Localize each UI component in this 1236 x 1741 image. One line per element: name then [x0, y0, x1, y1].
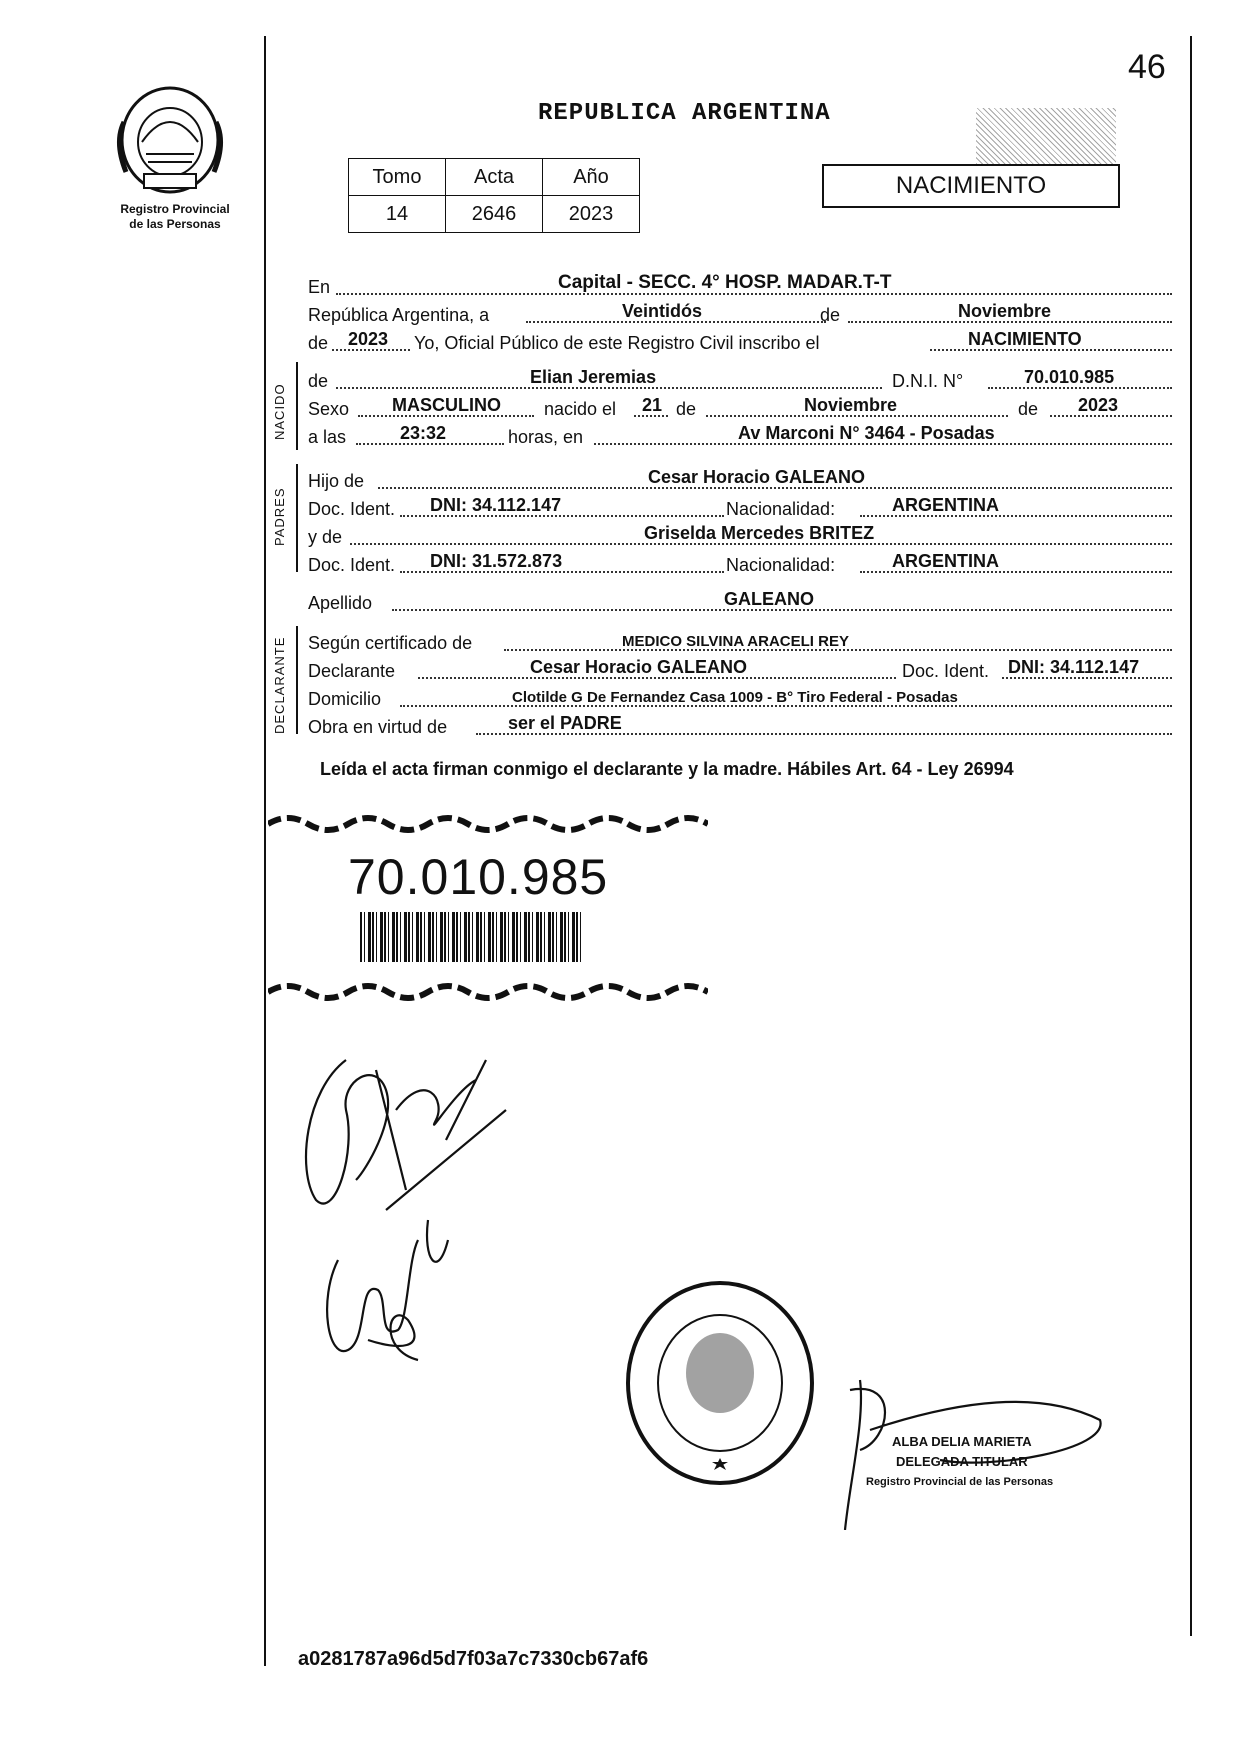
- row-place: En Capital - SECC. 4° HOSP. MADAR.T-T: [308, 274, 1172, 298]
- header-anio: Año: [543, 159, 640, 196]
- address-value: Clotilde G De Fernandez Casa 1009 - B° Tiro Federal - Posadas: [512, 689, 958, 706]
- nacido-bracket: [296, 362, 298, 450]
- decorative-border-top: [268, 812, 708, 836]
- official-role: DELEGADA TITULAR: [896, 1454, 1028, 1469]
- registry-label: Registro Provincial de las Personas: [120, 202, 230, 231]
- mother-nationality-value: ARGENTINA: [892, 551, 999, 571]
- section-declarante: DECLARANTE: [272, 636, 287, 734]
- page-number: 46: [1128, 48, 1166, 86]
- left-margin-line: [264, 36, 266, 1666]
- row-sex: Sexo MASCULINO nacido el 21 de Noviembre de 2023: [308, 396, 1172, 420]
- misiones-emblem: [112, 82, 228, 198]
- row-virtue: Obra en virtud de ser el PADRE: [308, 714, 1172, 738]
- barcode-number: 70.010.985: [348, 849, 609, 905]
- barcode: [360, 912, 582, 962]
- surname-value: GALEANO: [724, 589, 814, 609]
- row-date: República Argentina, a Veintidós de Noviembre: [308, 302, 1172, 326]
- row-father-doc: Doc. Ident. DNI: 34.112.147 Nacionalidad: ARGENTINA: [308, 496, 1172, 520]
- father-doc-value: DNI: 34.112.147: [430, 495, 562, 515]
- month-value: Noviembre: [958, 301, 1052, 321]
- virtue-value: ser el PADRE: [508, 713, 622, 733]
- record-type-box: NACIMIENTO: [822, 164, 1120, 208]
- row-surname: Apellido GALEANO: [308, 590, 1172, 614]
- row-address: Domicilio Clotilde G De Fernandez Casa 1009 - B° Tiro Federal - Posadas: [308, 686, 1172, 710]
- decorative-border-bottom: [268, 980, 708, 1004]
- year-value: 2023: [348, 329, 389, 349]
- row-declarant: Declarante Cesar Horacio GALEANO Doc. Ident. DNI: 34.112.147: [308, 658, 1172, 682]
- mother-name-value: Griselda Mercedes BRITEZ: [644, 523, 875, 543]
- birth-place-value: Av Marconi N° 3464 - Posadas: [738, 423, 995, 443]
- section-padres: PADRES: [272, 487, 287, 546]
- sex-value: MASCULINO: [392, 395, 501, 415]
- mother-doc-value: DNI: 31.572.873: [430, 551, 563, 571]
- section-nacido: NACIDO: [272, 383, 287, 440]
- mother-signature: [318, 1200, 468, 1370]
- header-acta: Acta: [446, 159, 543, 196]
- official-office: Registro Provincial de las Personas: [866, 1476, 1054, 1488]
- record-table: [348, 158, 640, 233]
- father-name-value: Cesar Horacio GALEANO: [648, 467, 866, 487]
- birth-year-value: 2023: [1078, 395, 1119, 415]
- row-certificate: Según certificado de MEDICO SILVINA ARACELI REY: [308, 630, 1172, 654]
- place-value: Capital - SECC. 4° HOSP. MADAR.T-T: [558, 272, 892, 293]
- header-tomo: Tomo: [349, 159, 446, 196]
- official-seal: [620, 1278, 820, 1488]
- closing-note: Leída el acta firman conmigo el declarante y la madre. Hábiles Art. 64 - Ley 26994: [320, 759, 1014, 779]
- birth-time-value: 23:32: [400, 423, 447, 443]
- row-time: a las 23:32 horas, en Av Marconi N° 3464 - Posadas: [308, 424, 1172, 448]
- act-type-value: NACIMIENTO: [968, 329, 1082, 349]
- dni-value: 70.010.985: [1024, 367, 1115, 387]
- country-title: REPUBLICA ARGENTINA: [538, 100, 831, 127]
- row-father: Hijo de Cesar Horacio GALEANO: [308, 468, 1172, 492]
- declarant-value: Cesar Horacio GALEANO: [530, 657, 748, 677]
- name-value: Elian Jeremias: [530, 367, 657, 387]
- row-name: de Elian Jeremias D.N.I. N° 70.010.985: [308, 368, 1172, 392]
- father-nationality-value: ARGENTINA: [892, 495, 999, 515]
- right-margin-line: [1190, 36, 1192, 1636]
- declarante-bracket: [296, 626, 298, 734]
- official-block: [866, 1432, 1116, 1492]
- value-acta: 2646: [446, 196, 543, 233]
- row-mother: y de Griselda Mercedes BRITEZ: [308, 524, 1172, 548]
- row-mother-doc: Doc. Ident. DNI: 31.572.873 Nacionalidad: ARGENTINA: [308, 552, 1172, 576]
- padres-bracket: [296, 464, 298, 572]
- birth-month-value: Noviembre: [804, 395, 898, 415]
- security-watermark: [976, 108, 1116, 164]
- value-tomo: 14: [349, 196, 446, 233]
- day-value: Veintidós: [622, 301, 703, 321]
- declarant-signature: [286, 1050, 516, 1220]
- official-name: ALBA DELIA MARIETA: [892, 1434, 1032, 1449]
- row-year: de 2023 Yo, Oficial Público de este Registro Civil inscribo el NACIMIENTO: [308, 330, 1172, 354]
- declarant-doc-value: DNI: 34.112.147: [1008, 657, 1140, 677]
- document-hash: a0281787a96d5d7f03a7c7330cb67af6: [298, 1648, 649, 1670]
- birth-day-value: 21: [642, 395, 663, 415]
- value-anio: 2023: [543, 196, 640, 233]
- certificate-value: MEDICO SILVINA ARACELI REY: [622, 633, 849, 650]
